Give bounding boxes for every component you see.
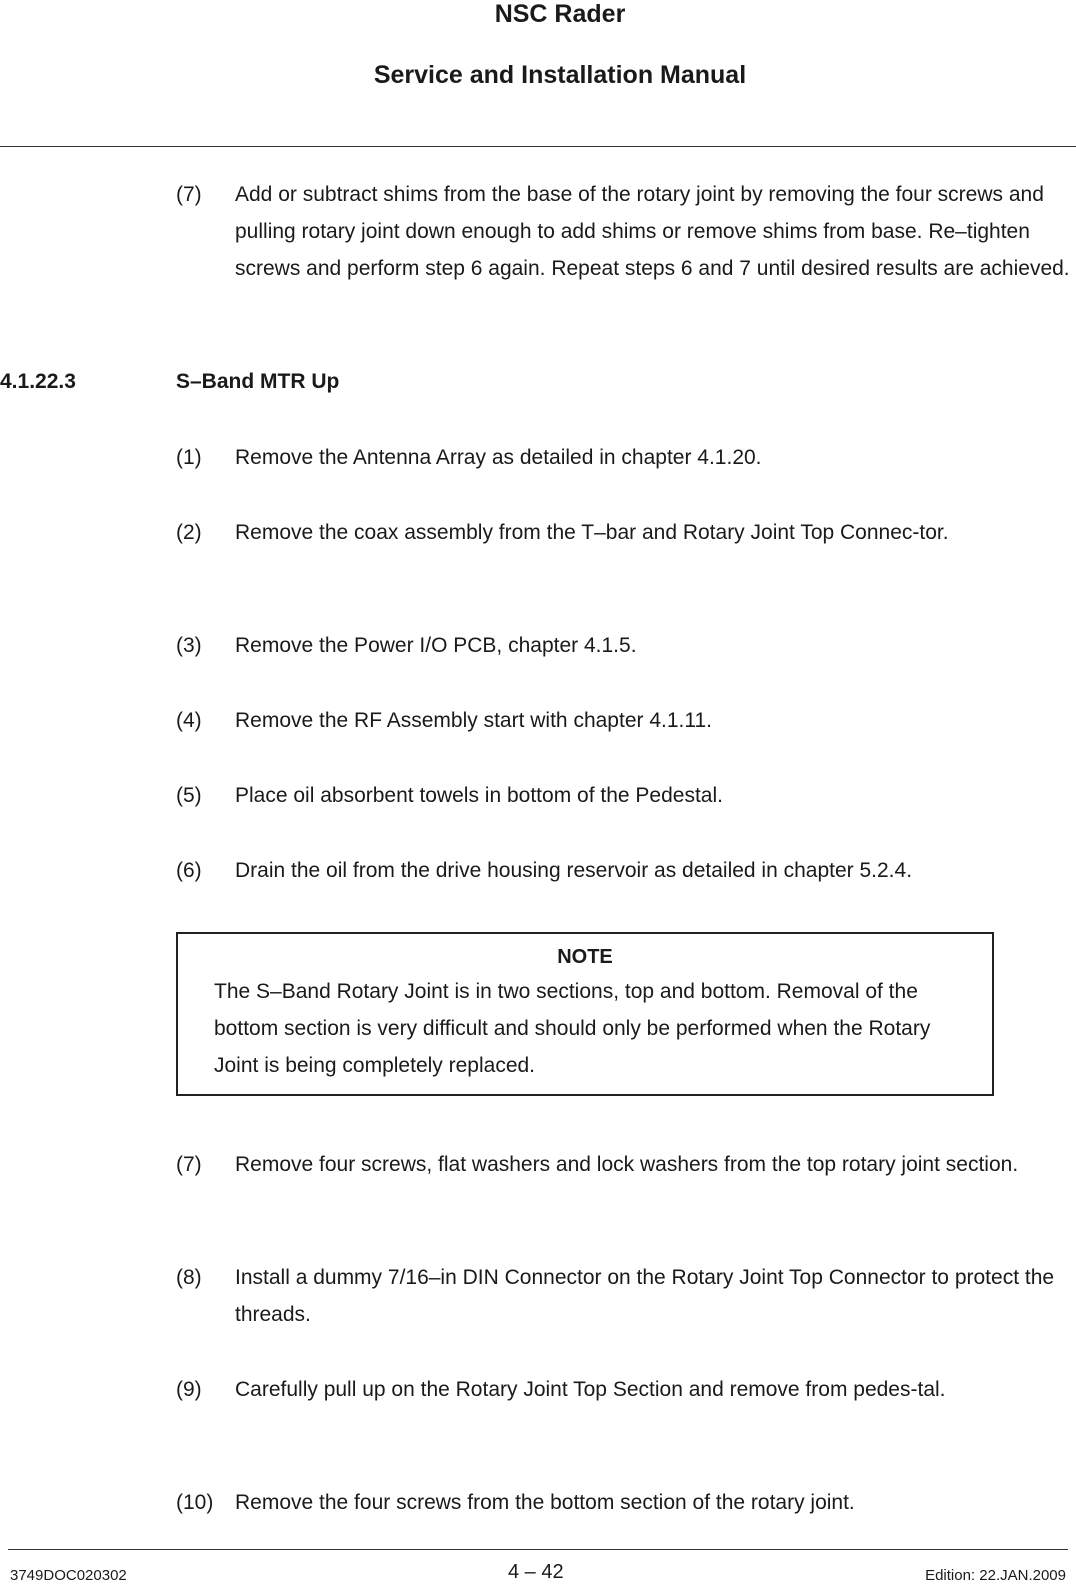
- document-subtitle: Service and Installation Manual: [373, 61, 747, 89]
- step-number: (2): [176, 521, 202, 544]
- step-text: Drain the oil from the drive housing reservoir as detailed in chapter 5.2.4.: [235, 859, 913, 882]
- step-text: Remove the Power I/O PCB, chapter 4.1.5.: [235, 634, 637, 657]
- section-title: S–Band MTR Up: [176, 370, 340, 393]
- step-text: Remove the Antenna Array as detailed in chapter 4.1.20.: [235, 446, 762, 469]
- step-text: Install a dummy 7/16–in DIN Connector on the Rotary Joint Top Connector to protect the threads.: [235, 1266, 1055, 1326]
- step-number: (3): [176, 634, 202, 657]
- section-number: 4.1.22.3: [0, 370, 76, 393]
- note-box: [176, 932, 994, 1096]
- step-number: (10): [176, 1491, 214, 1514]
- step-item: [176, 1371, 1076, 1408]
- step-item: [176, 852, 1076, 889]
- step-text: Remove the RF Assembly start with chapter 4.1.11.: [235, 709, 712, 732]
- step-number: (7): [176, 1153, 202, 1176]
- step-item: [176, 514, 1076, 551]
- step-text: Remove the four screws from the bottom section of the rotary joint.: [235, 1491, 855, 1514]
- step-item: [176, 1146, 1076, 1183]
- page-number: 4 – 42: [508, 1561, 564, 1583]
- step-number: (9): [176, 1378, 202, 1401]
- footer-divider: [8, 1549, 1068, 1550]
- step-number: (8): [176, 1266, 202, 1289]
- note-text: The S–Band Rotary Joint is in two sections, top and bottom. Removal of the bottom section is very difficult and should only be performed when the Rotary Joint is being completely replaced.: [214, 980, 931, 1077]
- step-number: (1): [176, 446, 202, 469]
- header-divider: [0, 146, 1076, 147]
- step-text: Carefully pull up on the Rotary Joint Top Section and remove from pedes-tal.: [235, 1378, 946, 1401]
- step-text: Remove four screws, flat washers and lock washers from the top rotary joint section.: [235, 1153, 1019, 1176]
- step-item: [176, 439, 1076, 476]
- step-number: (6): [176, 859, 202, 882]
- document-number: 3749DOC020302: [10, 1567, 127, 1584]
- step-number: (5): [176, 784, 202, 807]
- step-text: Place oil absorbent towels in bottom of the Pedestal.: [235, 784, 723, 807]
- edition-date: Edition: 22.JAN.2009: [925, 1567, 1066, 1584]
- step-item: [176, 777, 1076, 814]
- step-number: (4): [176, 709, 202, 732]
- note-title: NOTE: [557, 946, 613, 968]
- step-item: [176, 176, 1076, 287]
- step-item: [176, 702, 1076, 739]
- step-number: (7): [176, 183, 202, 206]
- step-item: [176, 1484, 1076, 1521]
- step-text: Add or subtract shims from the base of the rotary joint by removing the four screws and pulling rotary joint down enough to add shims or remove shims from base. Re–tighten screws and perform step 6 again. Repeat steps 6 and 7 until desired results are achieved.: [235, 183, 1070, 280]
- document-title: NSC Rader: [494, 0, 626, 28]
- step-item: [176, 1259, 1076, 1333]
- step-item: [176, 627, 1076, 664]
- step-text: Remove the coax assembly from the T–bar and Rotary Joint Top Connec-tor.: [235, 521, 949, 544]
